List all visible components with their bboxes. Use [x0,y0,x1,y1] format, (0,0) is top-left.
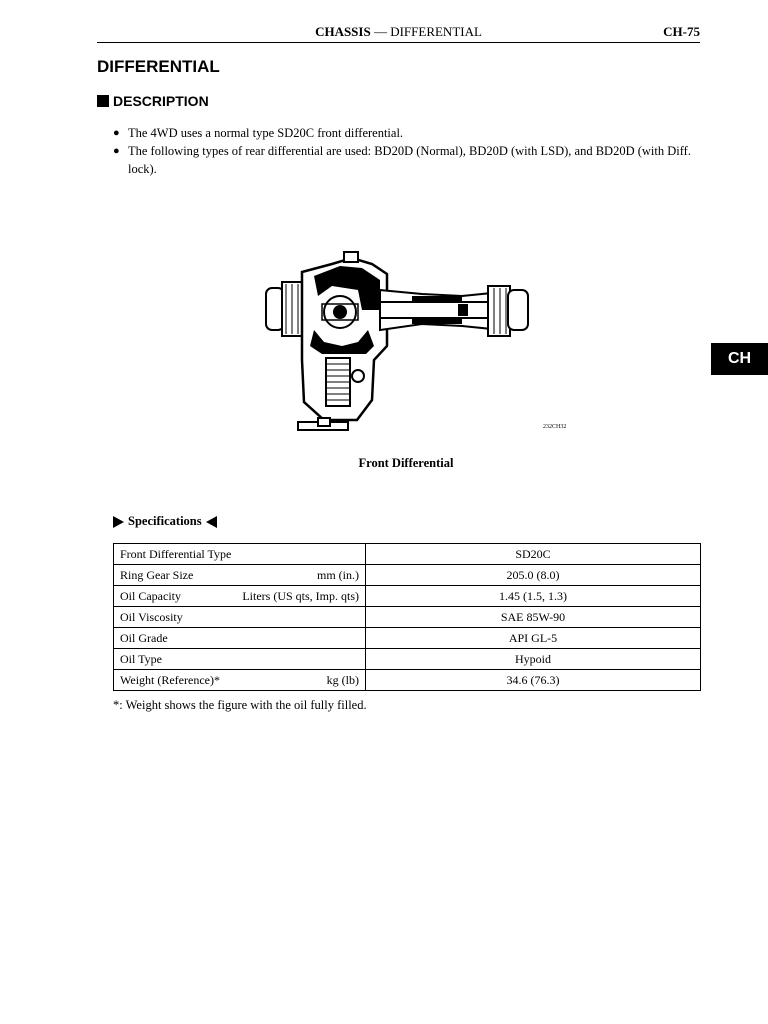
table-row [114,628,701,649]
front-differential-illustration [262,250,534,432]
table-row [114,565,701,586]
spec-label-cell [114,649,366,670]
description-bullets [113,124,703,178]
specifications-heading [113,514,217,529]
description-heading [97,93,209,109]
spec-value: 34.6 (76.3) [366,670,701,691]
bullet-dot-icon: ● [113,145,120,157]
spec-label: Oil Capacity [120,588,181,603]
spec-label-cell [114,565,366,586]
table-row [114,607,701,628]
spec-label: Weight (Reference)* [120,672,220,687]
figure-code: 232CH32 [543,424,567,430]
spec-label: Oil Grade [120,630,168,645]
square-bullet-icon [97,95,109,107]
spec-unit: mm (in.) [317,567,359,582]
bullet-item [113,124,703,142]
spec-label-cell [114,607,366,628]
table-row [114,586,701,607]
header-title [97,24,700,40]
header-section: CHASSIS [315,24,371,39]
spec-label-cell [114,586,366,607]
bullet-item [113,142,703,178]
table-row [114,649,701,670]
spec-label-cell [114,628,366,649]
spec-value: Hypoid [366,649,701,670]
spec-unit: Liters (US qts, Imp. qts) [242,588,359,603]
chapter-tab: CH [711,343,768,375]
bullet-dot-icon: ● [113,127,120,139]
page-number: CH-75 [663,24,700,39]
spec-value: 1.45 (1.5, 1.3) [366,586,701,607]
specifications-table [113,543,701,691]
spec-label: Oil Type [120,651,162,666]
figure-caption: Front Differential [358,456,454,470]
spec-label: Oil Viscosity [120,609,183,624]
bullet-text: The 4WD uses a normal type SD20C front differential. [128,126,404,140]
spec-unit: kg (lb) [326,672,359,687]
footnote: *: Weight shows the figure with the oil fully filled. [113,698,367,712]
table-row [114,670,701,691]
spec-value: API GL-5 [366,628,701,649]
spec-label-cell [114,544,366,565]
page-title: DIFFERENTIAL [97,57,220,76]
spec-label-cell [114,670,366,691]
spec-value: SAE 85W-90 [366,607,701,628]
spec-label: Ring Gear Size [120,567,194,582]
spec-value: SD20C [366,544,701,565]
spec-value: 205.0 (8.0) [366,565,701,586]
spec-label: Front Differential Type [120,546,232,561]
header-separator: — [370,24,391,39]
header-subsection: DIFFERENTIAL [390,24,482,39]
page-header [97,22,700,43]
description-heading-text: DESCRIPTION [113,93,209,109]
bullet-text: The following types of rear differential are used: BD20D (Normal), BD20D (with LSD), and BD20D (with Diff. lock). [128,144,691,176]
triangle-right-icon [113,516,124,528]
specifications-heading-text: Specifications [128,514,202,528]
table-row [114,544,701,565]
triangle-left-icon [206,516,217,528]
